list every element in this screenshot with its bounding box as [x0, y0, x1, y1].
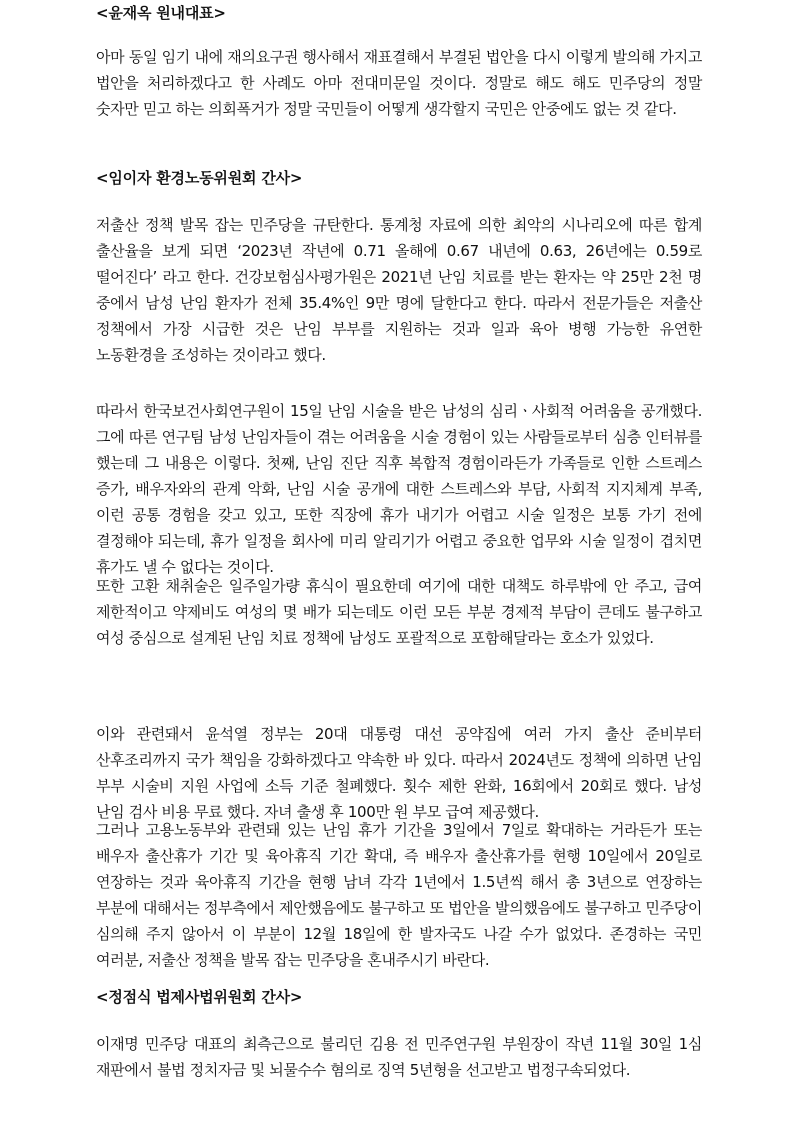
paragraph: 이재명 민주당 대표의 최측근으로 불리던 김용 전 민주연구원 부원장이 작년 11월 30일 1심 재판에서 불법 정치자금 및 뇌물수수 혐의로 징역 5년형을 선고받고 법정구속되었다.	[96, 1035, 702, 1079]
speaker-heading-yoon: <윤재옥 원내대표>	[96, 4, 226, 22]
paragraph: 그러나 고용노동부와 관련돼 있는 난임 휴가 기간을 3일에서 7일로 확대하는 거라든가 또는 배우자 출산휴가 기간 및 육아휴직 기간 확대, 즉 배우자 출산휴가를 현행 10일에서 20일로 연장하는 것과 육아휴직 기간을 현행 남녀 각각 1년에서 1.5년씩 해서 총 3년으로 연장하는 부분에 대해서는 정부측에서 제안했음에도 불구하고 또 법안을 발의했음에도 불구하고 민주당이 심의해 주지 않아서 이 부분이 12월 18일에 한 발자국도 나갈 수가 없었다. 존경하는 국민 여러분, 저출산 정책을 발목 잡는 민주당을 혼내주시기 바란다.	[96, 821, 702, 969]
paragraph: 이와 관련돼서 윤석열 정부는 20대 대통령 대선 공약집에 여러 가지 출산 준비부터 산후조리까지 국가 책임을 강화하겠다고 약속한 바 있다. 따라서 2024년도 정책에 의하면 난임 부부 시술비 지원 사업에 소득 기준 철폐했다. 횟수 제한 완화, 16회에서 20회로 했다. 남성 난임 검사 비용 무료 했다. 자녀 출생 후 100만 원 부모 급여 제공했다.	[96, 725, 702, 821]
paragraph: 또한 고환 채취술은 일주일가량 휴식이 필요한데 여기에 대한 대책도 하루밖에 안 주고, 급여 제한적이고 약제비도 여성의 몇 배가 되는데도 이런 모든 부분 경제적 부담이 큰데도 불구하고 여성 중심으로 설계된 난임 치료 정책에 남성도 포괄적으로 포함해달라는 호소가 있었다.	[96, 577, 702, 647]
speaker-heading-jeong: <정점식 법제사법위원회 간사>	[96, 988, 303, 1006]
paragraph: 아마 동일 임기 내에 재의요구권 행사해서 재표결해서 부결된 법안을 다시 이렇게 발의해 가지고 법안을 처리하겠다고 한 사례도 아마 전대미문일 것이다. 정말로 해도 해도 민주당의 정말 숫자만 믿고 하는 의회폭거가 정말 국민들이 어떻게 생각할지 국민은 안중에도 없는 것 같다.	[96, 48, 702, 118]
paragraph: 따라서 한국보건사회연구원이 15일 난임 시술을 받은 남성의 심리ㆍ사회적 어려움을 공개했다. 그에 따른 연구팀 남성 난임자들이 겪는 어려움을 시술 경험이 있는 사람들로부터 심층 인터뷰를 했는데 그 내용은 이렇다. 첫째, 난임 진단 직후 복합적 경험이라든가 가족들로 인한 스트레스 증가, 배우자와의 관계 악화, 난임 시술 공개에 대한 스트레스와 부담, 사회적 지지체계 부족, 이런 공통 경험을 갖고 있고, 또한 직장에 휴가 내기가 어렵고 시술 일정은 보통 가기 전에 결정해야 되는데, 휴가 일정을 회사에 미리 알리기가 어렵고 중요한 업무와 시술 일정이 겹치면 휴가도 낼 수 없다는 것이다.	[96, 402, 702, 576]
paragraph: 저출산 정책 발목 잡는 민주당을 규탄한다. 통계청 자료에 의한 최악의 시나리오에 따른 합계 출산율을 보게 되면 ‘2023년 작년에 0.71 올해에 0.67 내년에 0.63, 26년에는 0.59로 떨어진다’ 라고 한다. 건강보험심사평가원은 2021년 난임 치료를 받는 환자는 약 25만 2천 명 중에서 남성 난임 환자가 전체 35.4%인 9만 명에 달한다고 한다. 따라서 전문가들은 저출산 정책에서 가장 시급한 것은 난임 부부를 지원하는 것과 일과 육아 병행 가능한 유연한 노동환경을 조성하는 것이라고 했다.	[96, 216, 702, 364]
speaker-heading-lim: <임이자 환경노동위원회 간사>	[96, 169, 303, 187]
